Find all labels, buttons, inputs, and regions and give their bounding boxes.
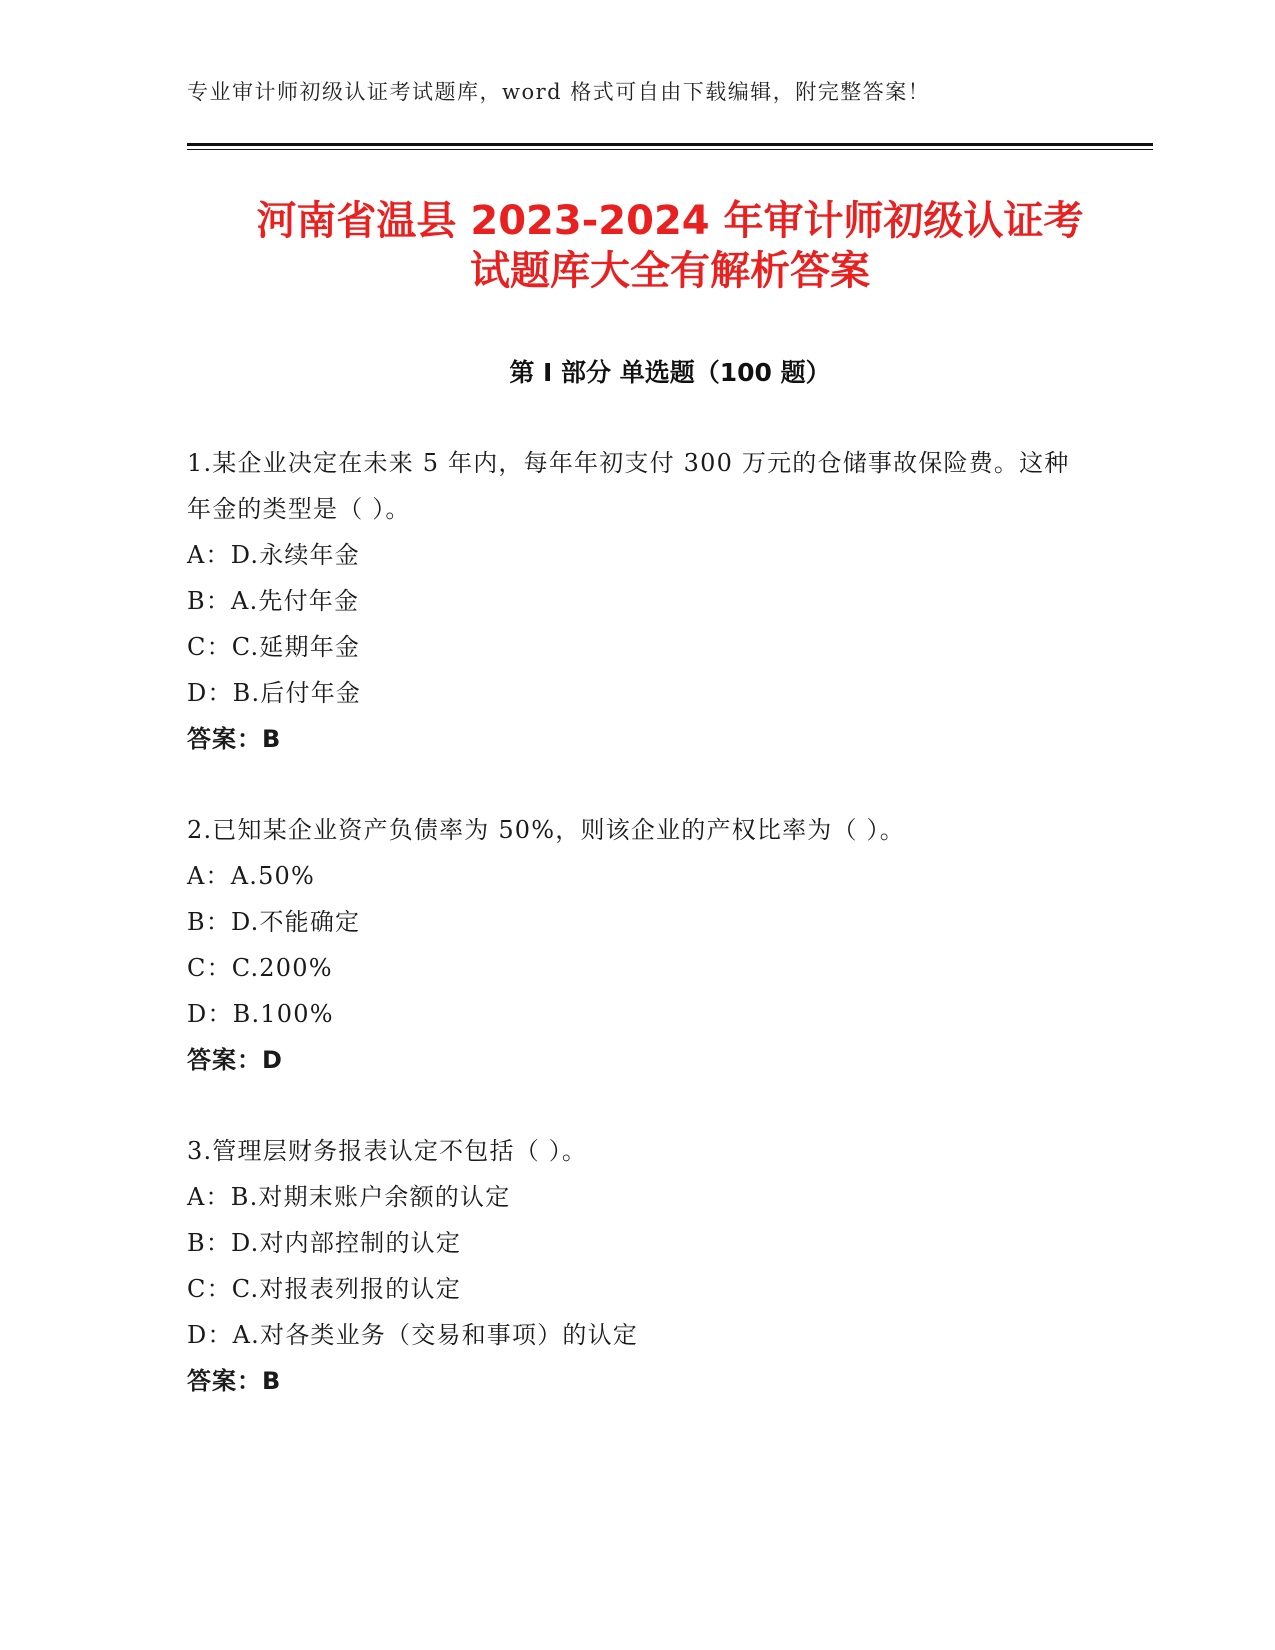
- document-title-line-1: 河南省温县 2023-2024 年审计师初级认证考: [256, 198, 1084, 244]
- question-stem: 1.某企业决定在未来 5 年内，每年年初支付 300 万元的仓储事故保险费。这种年金的类型是（ ）。: [187, 449, 1070, 523]
- question-option-b: B：A.先付年金: [187, 587, 360, 615]
- header-note: 专业审计师初级认证考试题库，word 格式可自由下载编辑，附完整答案！: [187, 80, 931, 104]
- question-block: [187, 807, 1087, 1083]
- document-title: [187, 196, 1153, 296]
- question-option-c: C：C.对报表列报的认定: [187, 1275, 461, 1303]
- question-block: [187, 440, 1087, 762]
- question-answer: 答案：B: [187, 725, 282, 753]
- question-option-b: B：D.对内部控制的认定: [187, 1229, 462, 1257]
- document-title-line-2: 试题库大全有解析答案: [470, 248, 870, 294]
- question-option-d: D：B.100%: [187, 1000, 334, 1028]
- question-option-d: D：A.对各类业务（交易和事项）的认定: [187, 1321, 639, 1349]
- header-divider-thick: [187, 143, 1153, 146]
- question-stem: 3.管理层财务报表认定不包括（ ）。: [187, 1137, 588, 1165]
- question-option-a: A：A.50%: [187, 862, 316, 890]
- header-divider-thin: [187, 149, 1153, 150]
- question-option-b: B：D.不能确定: [187, 908, 361, 936]
- question-option-a: A：D.永续年金: [187, 541, 360, 569]
- question-option-d: D：B.后付年金: [187, 679, 362, 707]
- question-answer: 答案：D: [187, 1046, 283, 1074]
- question-option-a: A：B.对期末账户余额的认定: [187, 1183, 511, 1211]
- question-option-c: C：C.延期年金: [187, 633, 361, 661]
- question-option-c: C：C.200%: [187, 954, 333, 982]
- section-heading: 第 I 部分 单选题（100 题）: [509, 358, 831, 387]
- question-answer: 答案：B: [187, 1367, 282, 1395]
- question-stem: 2.已知某企业资产负债率为 50%，则该企业的产权比率为（ ）。: [187, 816, 905, 844]
- question-block: [187, 1128, 1087, 1404]
